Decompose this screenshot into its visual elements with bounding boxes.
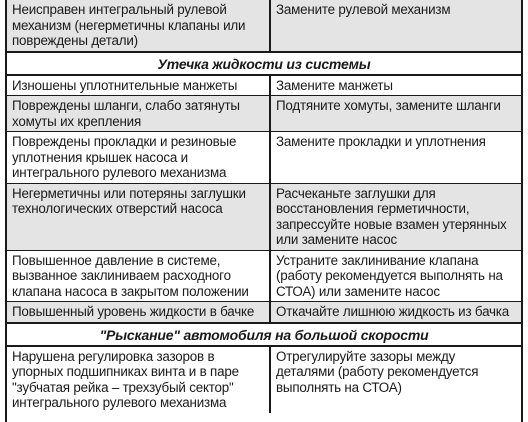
table-row [7,132,521,184]
fault-cell: Повреждены шланги, слабо затянуты хомуты их крепления [7,96,270,132]
remedy-cell: Расчеканьте заглушки для восстановления герметичности, запрессуйте новые взамен утерянных или замените насос [270,183,521,250]
fault-cell: Повреждены прокладки и резиновые уплотнения крышек насоса и интегрального рулевого механизма [7,132,270,184]
fault-cell: Повышенный уровень жидкости в бачке [7,302,270,323]
table-body [7,0,521,413]
table-row [7,250,521,302]
remedy-cell: Замените манжеты [270,75,521,96]
section-header-row [7,52,521,75]
fault-cell: Нарушена регулировка зазоров в упорных подшипниках винта и в паре "зубчатая рейка – трехзубый сектор" интегрального рулевого механизма [7,346,270,413]
section-header-row [7,323,521,346]
remedy-cell: Подтяните хомуты, замените шланги [270,96,521,132]
table-row [7,183,521,250]
fault-cell: Изношены уплотнительные манжеты [7,75,270,96]
table-row [7,302,521,323]
remedy-cell: Устраните заклинивание клапана (работу рекомендуется выполнять на СТОА) или замените насос [270,250,521,302]
remedy-cell: Замените прокладки и уплотнения [270,132,521,184]
remedy-cell: Отрегулируйте зазоры между деталями (работу рекомендуется выполнять на СТОА) [270,346,521,413]
fault-cell: Повышенное давление в системе, вызванное заклиниваем расходного клапана насоса в закрытом положении [7,250,270,302]
section-title: "Рыскание" автомобиля на большой скорости [7,323,521,346]
table-row [7,96,521,132]
remedy-cell: Замените рулевой механизм [270,0,521,52]
troubleshooting-table [7,0,521,413]
fault-cell: Неисправен интегральный рулевой механизм (негерметичны клапаны или повреждены детали) [7,0,270,52]
table-row [7,346,521,413]
section-title: Утечка жидкости из системы [7,52,521,75]
fault-cell: Негерметичны или потеряны заглушки технологических отверстий насоса [7,183,270,250]
table-row [7,75,521,96]
remedy-cell: Откачайте лишнюю жидкость из бачка [270,302,521,323]
troubleshooting-sheet [5,0,523,422]
table-row [7,0,521,52]
